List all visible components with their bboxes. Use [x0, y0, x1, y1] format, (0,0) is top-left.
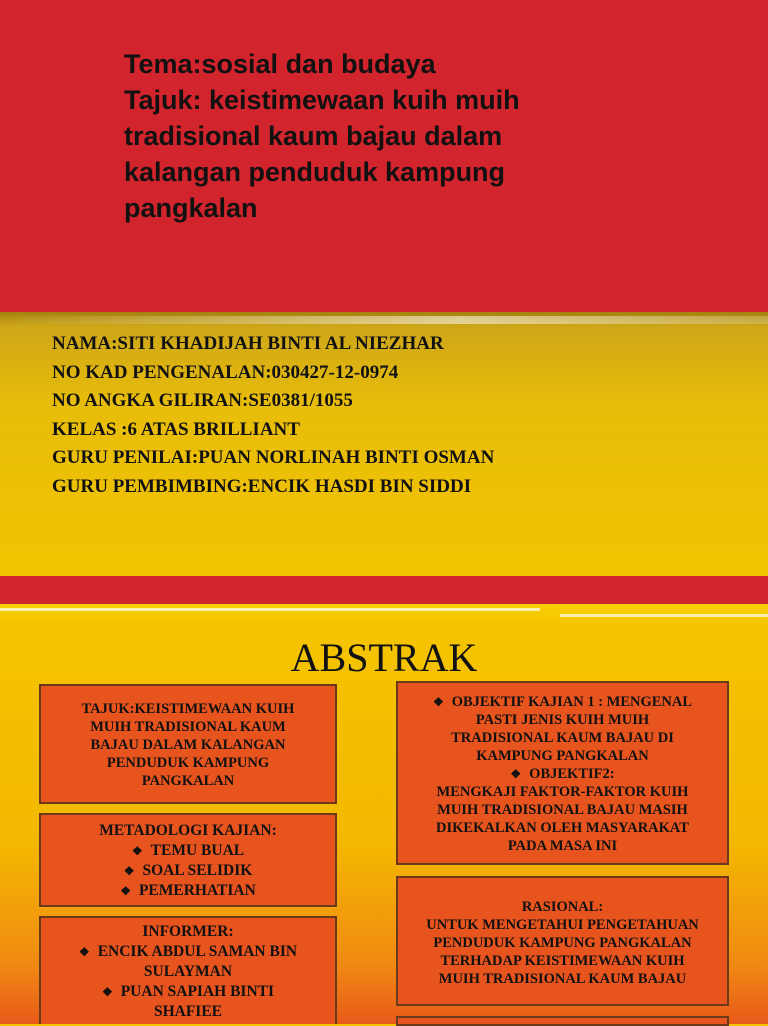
metodologi-box — [39, 813, 337, 907]
metodologi-item-label: SOAL SELIDIK — [142, 862, 253, 879]
objektif-line: TRADISIONAL KAUM BAJAU DI — [451, 730, 674, 746]
rasional-box — [396, 876, 729, 1006]
info-line: NO KAD PENGENALAN:030427-12-0974 — [52, 361, 399, 383]
objektif-line: DIKEKALKAN OLEH MASYARAKAT — [436, 820, 689, 836]
decorative-stripe — [0, 604, 768, 626]
rasional-heading: RASIONAL: — [521, 899, 604, 915]
slide-title — [124, 46, 724, 226]
metodologi-item — [41, 861, 335, 881]
informer-box — [39, 916, 337, 1024]
metodologi-item-label: PEMERHATIAN — [138, 882, 256, 899]
stripe-line — [560, 614, 768, 617]
informer-name: ENCIK ABDUL SAMAN BIN — [97, 943, 298, 960]
decorative-band — [0, 316, 768, 324]
title-line: pangkalan — [124, 193, 258, 223]
info-line: KELAS :6 ATAS BRILLIANT — [52, 418, 300, 440]
info-line: GURU PENILAI:PUAN NORLINAH BINTI OSMAN — [52, 447, 495, 468]
tajuk-box — [39, 684, 337, 804]
info-line: GURU PEMBIMBING:ENCIK HASDI BIN SIDDI — [52, 475, 472, 497]
informer-item — [41, 982, 335, 1022]
tajuk-line: MUIH TRADISIONAL KAUM — [90, 719, 286, 735]
informer-name: SHAFIEE — [153, 1003, 223, 1020]
title-line: Tajuk: keistimewaan kuih muih — [124, 85, 520, 115]
objektif-line: OBJEKTIF KAJIAN 1 : MENGENAL — [451, 694, 693, 710]
student-info — [52, 330, 494, 501]
rasional-line: MUIH TRADISIONAL KAUM BAJAU — [438, 971, 687, 987]
objektif-line: KAMPUNG PANGKALAN — [476, 748, 649, 764]
metodologi-item — [41, 881, 335, 901]
tajuk-line: PANGKALAN — [141, 773, 235, 789]
rasional-line: TERHADAP KEISTIMEWAAN KUIH — [440, 953, 685, 969]
informer-item — [41, 942, 335, 982]
metodologi-heading: METADOLOGI KAJIAN: — [99, 822, 277, 839]
rasional-line: PENDUDUK KAMPUNG PANGKALAN — [433, 935, 692, 951]
informer-heading: INFORMER: — [142, 923, 234, 940]
metodologi-item — [41, 841, 335, 861]
objektif-line: PADA MASA INI — [507, 838, 618, 854]
objektif-line: OBJEKTIF2: — [529, 766, 615, 782]
tajuk-line: BAJAU DALAM KALANGAN — [90, 737, 286, 753]
abstract-slide-header — [0, 576, 768, 604]
info-line: NAMA:SITI KHADIJAH BINTI AL NIEZHAR — [52, 333, 444, 354]
tajuk-line: TAJUK:KEISTIMEWAAN KUIH — [81, 701, 295, 717]
metodologi-item-label: TEMU BUAL — [150, 842, 245, 859]
title-line: kalangan penduduk kampung — [124, 157, 506, 187]
abstract-heading: ABSTRAK — [290, 635, 478, 680]
objektif-item — [398, 765, 727, 783]
title-line: tradisional kaum bajau dalam — [124, 121, 503, 151]
objektif-line: MENGKAJI FAKTOR-FAKTOR KUIH — [436, 784, 689, 800]
objektif-line: PASTI JENIS KUIH MUIH — [475, 712, 650, 728]
info-line: NO ANGKA GILIRAN:SE0381/1055 — [52, 390, 353, 411]
rasional-line: UNTUK MENGETAHUI PENGETAHUAN — [426, 917, 699, 933]
partial-box — [396, 1016, 729, 1026]
title-line: Tema:sosial dan budaya — [124, 49, 436, 79]
informer-name: SULAYMAN — [143, 963, 233, 980]
objektif-box — [396, 681, 729, 865]
tajuk-line: PENDUDUK KAMPUNG — [106, 755, 270, 771]
objektif-item — [398, 693, 727, 711]
objektif-line: MUIH TRADISIONAL BAJAU MASIH — [437, 802, 688, 818]
informer-name: PUAN SAPIAH BINTI — [120, 983, 275, 1000]
stripe-line — [0, 608, 540, 611]
